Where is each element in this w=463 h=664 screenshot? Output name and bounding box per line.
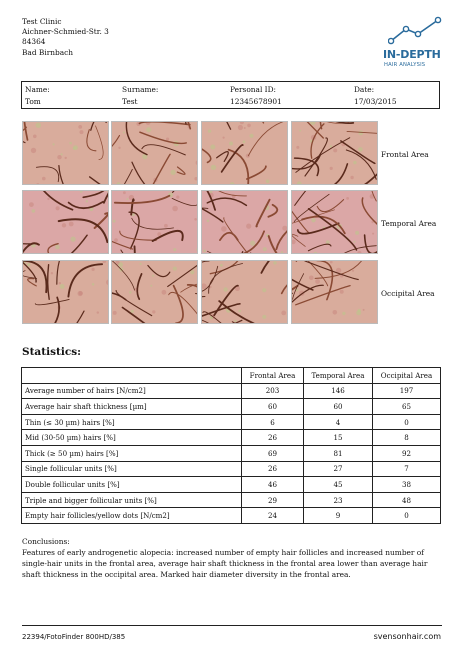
cell-value: 23 — [304, 492, 373, 508]
cell-value: 197 — [373, 383, 441, 399]
conclusions-text: Features of early androgenetic alopecia: increased number of empty hair follicles and increased number of single-hair units in the frontal area, average hair shaft thickness in the frontal area lower than average hair shaft thickness in the occipital area. Marked hair diameter diversity in the frontal area. — [22, 548, 428, 579]
statistics-title: Statistics: — [22, 346, 82, 358]
personal-id-label: Personal ID: — [230, 85, 277, 94]
row-label: Average hair shaft thickness [µm] — [22, 399, 242, 415]
scalp-image-occipital-2 — [111, 260, 198, 324]
clinic-zip: 84364 — [22, 37, 46, 47]
surname-label: Surname: — [122, 85, 159, 94]
cell-value: 6 — [242, 414, 304, 430]
table-row — [22, 430, 441, 446]
surname-value: Test — [122, 96, 138, 106]
cell-value: 60 — [242, 399, 304, 415]
cell-value: 38 — [373, 477, 441, 493]
patient-info-box — [21, 81, 440, 109]
clinic-street: Aichner-Schmied-Str. 3 — [22, 27, 109, 37]
conclusions-title: Conclusions: — [22, 537, 70, 546]
scalp-image-frontal-4 — [291, 121, 378, 185]
row-label: Average number of hairs [N/cm2] — [22, 383, 242, 399]
logo-title: IN-DEPTH — [383, 48, 441, 61]
table-row — [22, 414, 441, 430]
cell-value: 8 — [373, 430, 441, 446]
header-cell: Temporal Area — [304, 368, 373, 384]
scalp-image-temporal-1 — [22, 190, 109, 254]
website-text: svensonhair.com — [373, 632, 441, 641]
cell-value: 45 — [304, 477, 373, 493]
name-value: Tom — [25, 96, 41, 106]
scalp-image-occipital-3 — [201, 260, 288, 324]
area-label-temporal: Temporal Area — [381, 219, 437, 228]
row-label: Single follicular units [%] — [22, 461, 242, 477]
row-label: Empty hair follicles/yellow dots [N/cm2] — [22, 508, 242, 524]
cell-value: 0 — [373, 508, 441, 524]
clinic-name: Test Clinic — [22, 17, 62, 26]
cell-value: 203 — [242, 383, 304, 399]
scalp-image-occipital-4 — [291, 260, 378, 324]
cell-value: 46 — [242, 477, 304, 493]
cell-value: 24 — [242, 508, 304, 524]
patient-date-field — [354, 84, 397, 107]
row-label: Thick (≥ 50 µm) hairs [%] — [22, 445, 242, 461]
cell-value: 15 — [304, 430, 373, 446]
cell-value: 65 — [373, 399, 441, 415]
table-row — [22, 445, 441, 461]
cell-value: 48 — [373, 492, 441, 508]
cell-value: 60 — [304, 399, 373, 415]
scalp-image-temporal-3 — [201, 190, 288, 254]
header-cell — [22, 368, 242, 384]
footer-divider — [22, 625, 442, 626]
scalp-image-occipital-1 — [22, 260, 109, 324]
scalp-image-temporal-4 — [291, 190, 378, 254]
table-row — [22, 399, 441, 415]
row-label: Double follicular units [%] — [22, 477, 242, 493]
name-label: Name: — [25, 85, 50, 94]
device-info: 22394/FotoFinder 800HD/385 — [22, 633, 126, 641]
cell-value: 9 — [304, 508, 373, 524]
trend-chart-icon — [388, 16, 443, 46]
row-label: Triple and bigger follicular units [%] — [22, 492, 242, 508]
scalp-image-frontal-1 — [22, 121, 109, 185]
cell-value: 146 — [304, 383, 373, 399]
patient-name-field — [25, 84, 50, 107]
header-cell: Frontal Area — [242, 368, 304, 384]
clinic-city: Bad Birnbach — [22, 47, 74, 57]
scalp-image-frontal-2 — [111, 121, 198, 185]
area-label-frontal: Frontal Area — [381, 150, 429, 159]
table-row — [22, 477, 441, 493]
cell-value: 0 — [373, 414, 441, 430]
personal-id-value: 12345678901 — [230, 96, 282, 106]
cell-value: 27 — [304, 461, 373, 477]
table-header-row — [22, 368, 441, 384]
cell-value: 81 — [304, 445, 373, 461]
table-row — [22, 383, 441, 399]
scalp-image-frontal-3 — [201, 121, 288, 185]
scalp-image-temporal-2 — [111, 190, 198, 254]
date-value: 17/03/2015 — [354, 96, 397, 106]
table-row — [22, 508, 441, 524]
date-label: Date: — [354, 85, 375, 94]
table-row — [22, 461, 441, 477]
header-cell: Occipital Area — [373, 368, 441, 384]
logo-subtitle: HAIR ANALYSIS — [384, 62, 426, 68]
cell-value: 4 — [304, 414, 373, 430]
area-label-occipital: Occipital Area — [381, 289, 435, 298]
cell-value: 26 — [242, 461, 304, 477]
patient-surname-field — [122, 84, 158, 107]
cell-value: 92 — [373, 445, 441, 461]
statistics-table — [21, 367, 441, 524]
row-label: Mid (30-50 µm) hairs [%] — [22, 430, 242, 446]
cell-value: 69 — [242, 445, 304, 461]
cell-value: 29 — [242, 492, 304, 508]
row-label: Thin (≤ 30 µm) hairs [%] — [22, 414, 242, 430]
conclusions-section — [22, 536, 442, 580]
cell-value: 26 — [242, 430, 304, 446]
cell-value: 7 — [373, 461, 441, 477]
patient-id-field — [230, 84, 282, 107]
in-depth-logo — [383, 16, 445, 72]
clinic-address — [22, 17, 109, 58]
table-row — [22, 492, 441, 508]
